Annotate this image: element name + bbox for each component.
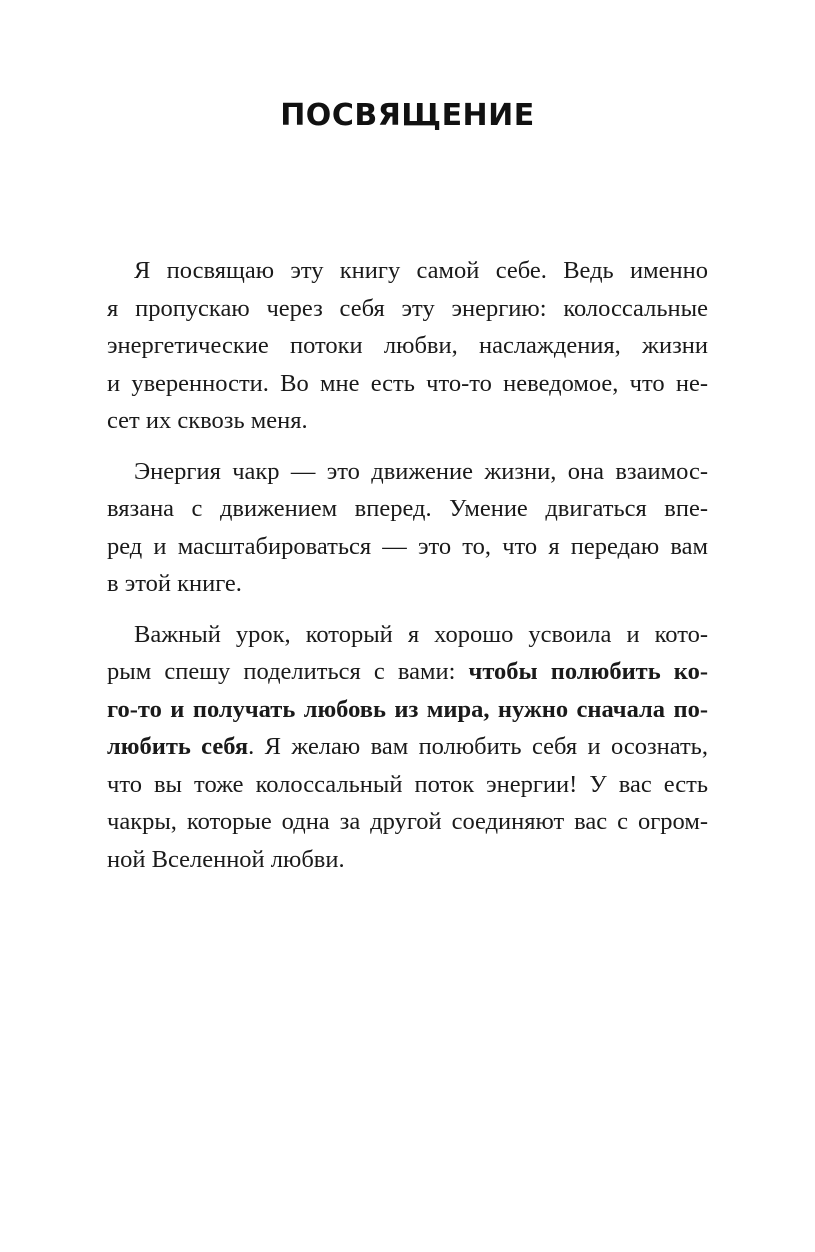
text-line <box>107 691 708 729</box>
text-line <box>107 327 708 365</box>
text-segment: рым спешу поделиться с вами: <box>107 658 469 685</box>
text-segment: сет их сквозь меня. <box>107 407 308 434</box>
text-line <box>107 252 708 290</box>
text-line <box>107 565 708 603</box>
text-line <box>107 728 708 766</box>
text-segment: я пропускаю через себя эту энергию: колоссальные <box>107 294 708 322</box>
text-segment: Я посвящаю эту книгу самой себе. Ведь именно <box>134 257 708 284</box>
paragraph <box>107 252 708 440</box>
text-segment: . Я желаю вам полюбить себя и осознать, <box>248 733 708 760</box>
text-segment: ред и масштабироваться — это то, что я передаю вам <box>107 532 708 560</box>
page-title: ПОСВЯЩЕНИЕ <box>280 98 535 133</box>
text-line <box>107 365 708 403</box>
text-segment: что вы тоже колоссальный поток энергии! У вас есть <box>107 770 708 798</box>
bold-text: чтобы полюбить ко- <box>468 658 708 685</box>
text-line <box>107 803 708 841</box>
paragraph <box>107 453 708 603</box>
bold-text: любить себя <box>107 733 249 760</box>
text-line <box>107 528 708 566</box>
text-segment: и уверенности. Во мне есть что-то неведомое, что не- <box>107 369 708 397</box>
dedication-text <box>107 252 708 891</box>
text-line <box>107 402 708 440</box>
text-line <box>107 490 708 528</box>
bold-text: го-то и получать любовь из мира, нужно сначала по- <box>107 695 708 723</box>
text-segment: ной Вселенной любви. <box>107 845 345 873</box>
text-line <box>107 653 708 691</box>
text-segment: вязана с движением вперед. Умение двигаться впе- <box>107 495 708 522</box>
text-line <box>107 453 708 491</box>
text-line <box>107 616 708 654</box>
text-segment: энергетические потоки любви, наслаждения, жизни <box>107 332 708 359</box>
paragraph <box>107 616 708 879</box>
text-segment: чакры, которые одна за другой соединяют вас с огром- <box>107 808 708 835</box>
text-line <box>107 766 708 804</box>
text-line <box>107 841 708 879</box>
text-segment: Важный урок, который я хорошо усвоила и кото- <box>134 620 708 648</box>
text-segment: в этой книге. <box>107 570 242 597</box>
text-line <box>107 290 708 328</box>
text-segment: Энергия чакр — это движение жизни, она взаимос- <box>134 457 708 485</box>
